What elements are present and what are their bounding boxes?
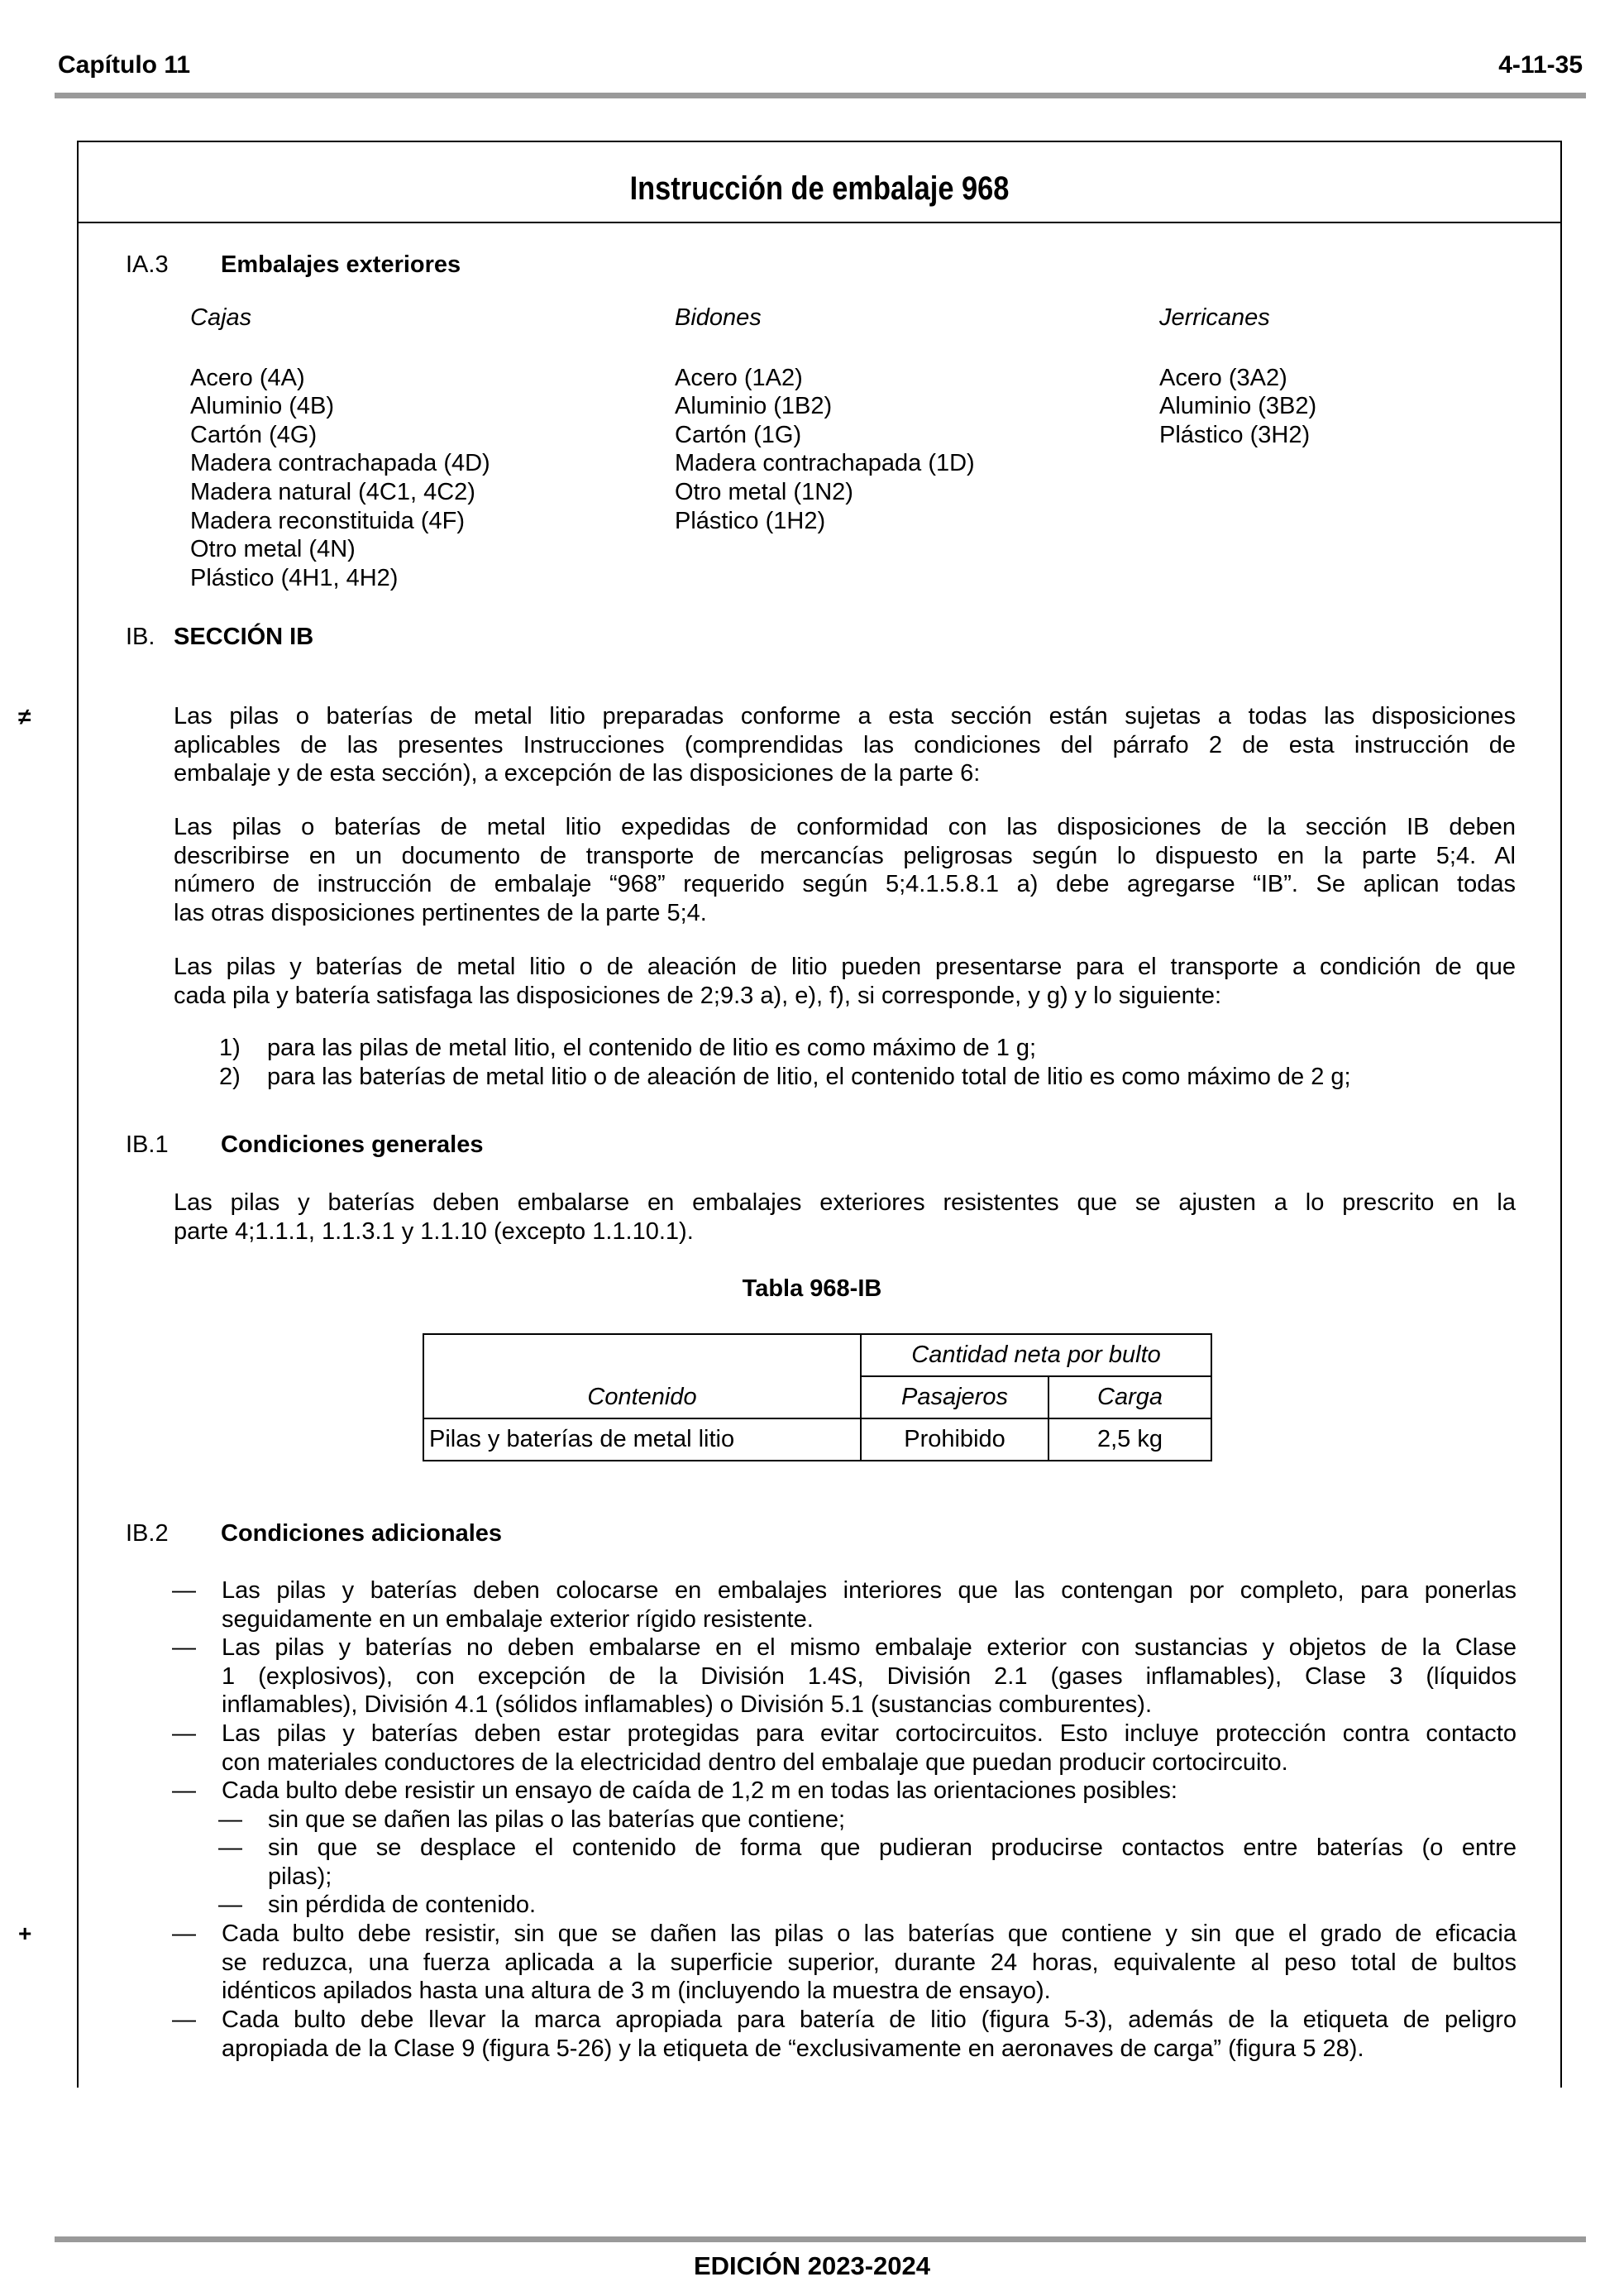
footer-rule	[55, 2236, 1586, 2242]
section-heading-ia3: Embalajes exteriores	[221, 251, 461, 278]
list-item: Aluminio (1B2)	[675, 393, 833, 420]
paragraph-ib-2: Las pilas o baterías de metal litio expedidas de conformidad con las disposiciones de la sección IB deben describirse en un documento de transporte de mercancías peligrosas según lo dispuesto en la parte 5;4. Al número de instrucción de embalaje “968” requerido según 5;4.1.5.8.1 a) debe agregarse “IB”. Se aplican todas las otras disposiciones pertinentes de la parte 5;4.	[174, 814, 1516, 926]
bullet-item: — Las pilas y baterías deben estar protegidas para evitar cortocircuitos. Esto incluye protección contra contacto con materiales conductores de la electricidad dentro del embalaje que puedan producir cortocircuito.	[172, 1720, 1517, 1776]
section-number-ia3: IA.3	[126, 251, 169, 278]
quantity-table	[423, 1333, 1212, 1461]
sub-bullet-item: — sin pérdida de contenido.	[218, 1892, 537, 1918]
list-item: Otro metal (1N2)	[675, 478, 853, 505]
box-title: Instrucción de embalaje 968	[629, 170, 1010, 207]
list-item: Madera natural (4C1, 4C2)	[190, 478, 475, 505]
list-item: Plástico (4H1, 4H2)	[190, 564, 399, 591]
list-item: Acero (1A2)	[675, 364, 803, 391]
table-caption: Tabla 968-IB	[742, 1275, 882, 1302]
numbered-list	[219, 1034, 1351, 1091]
list-item: Acero (3A2)	[1159, 364, 1287, 391]
chapter-label: Capítulo 11	[58, 51, 191, 79]
bullet-item: — Las pilas y baterías no deben embalarse en el mismo embalaje exterior con sustancias y objetos de la Clase 1 (explosivos), con excepción de la División 1.4S, División 2.1 (gases inflamables), Clase 3 (líquidos inflamables), División 4.1 (sólidos inflamables) o División 5.1 (sustancias comburentes).	[172, 1634, 1517, 1719]
page-reference: 4-11-35	[1498, 51, 1583, 79]
bullet-item: — Las pilas y baterías deben colocarse en embalajes interiores que las contengan por completo, para ponerlas seguidamente en un embalaje exterior rígido resistente.	[172, 1577, 1517, 1633]
table-cell: 2,5 kg	[1048, 1418, 1211, 1461]
list-item: Plástico (1H2)	[675, 507, 826, 534]
packaging-column-cajas	[190, 304, 490, 592]
table-group-header: Cantidad neta por bulto	[861, 1334, 1211, 1376]
list-item: Cartón (4G)	[190, 421, 318, 448]
sub-bullet-item: — sin que se dañen las pilas o las baterías que contiene;	[218, 1806, 846, 1833]
bullet-item: — Cada bulto debe resistir, sin que se dañen las pilas o las baterías que contiene y sin que el grado de eficacia se reduzca, una fuerza aplicada a la superficie superior, durante 24 horas, equivalente al peso total de bultos idénticos apilados hasta una altura de 3 m (incluyendo la muestra de ensayo).	[172, 1921, 1517, 2005]
list-item: 2) para las baterías de metal litio o de aleación de litio, el contenido total de litio es como máximo de 2 g;	[219, 1063, 1351, 1090]
list-item: Madera contrachapada (4D)	[190, 450, 490, 477]
list-item: Otro metal (4N)	[190, 536, 356, 563]
column-heading: Jerricanes	[1159, 304, 1270, 331]
table-header-pasajeros: Pasajeros	[861, 1376, 1048, 1418]
table-header-carga: Carga	[1048, 1376, 1211, 1418]
section-number-ib: IB.	[126, 624, 155, 650]
list-item: Madera reconstituida (4F)	[190, 507, 466, 534]
section-number-ib1: IB.1	[126, 1131, 169, 1158]
bullet-item: — Cada bulto debe llevar la marca apropiada para batería de litio (figura 5-3), además de la etiqueta de peligro apropiada de la Clase 9 (figura 5-26) y la etiqueta de “exclusivamente en aeronaves de carga” (figura 5 28).	[172, 2007, 1517, 2062]
section-heading-ib: SECCIÓN IB	[174, 624, 314, 650]
box-title-bar	[77, 141, 1562, 223]
packaging-column-jerricanes	[1159, 304, 1316, 449]
sub-bullet-item: — sin que se desplace el contenido de forma que pudieran producirse contactos entre baterías (o entre pilas);	[218, 1834, 1517, 1890]
change-mark-plus: +	[18, 1921, 32, 1946]
list-item: Aluminio (3B2)	[1159, 393, 1317, 420]
paragraph-ib-1: Las pilas o baterías de metal litio preparadas conforme a esta sección están sujetas a todas las disposiciones aplicables de las presentes Instrucciones (comprendidas las condiciones del párrafo 2 de esta instrucción de embalaje y de esta sección), a excepción de las disposiciones de la parte 6:	[174, 703, 1516, 787]
list-item: Acero (4A)	[190, 364, 305, 391]
column-heading: Cajas	[190, 304, 252, 331]
bullet-item: — Cada bulto debe resistir un ensayo de caída de 1,2 m en todas las orientaciones posibles:	[172, 1777, 1177, 1804]
section-heading-ib1: Condiciones generales	[221, 1131, 484, 1158]
paragraph-ib1: Las pilas y baterías deben embalarse en embalajes exteriores resistentes que se ajusten a lo prescrito en la parte 4;1.1.1, 1.1.3.1 y 1.1.10 (excepto 1.1.10.1).	[174, 1189, 1516, 1245]
section-number-ib2: IB.2	[126, 1520, 169, 1547]
header-rule	[55, 93, 1586, 98]
table-cell: Pilas y baterías de metal litio	[423, 1418, 861, 1461]
paragraph-ib-3: Las pilas y baterías de metal litio o de aleación de litio pueden presentarse para el transporte a condición de que cada pila y batería satisfaga las disposiciones de 2;9.3 a), e), f), si corresponde, y g) y lo siguiente:	[174, 954, 1516, 1009]
list-item: 1) para las pilas de metal litio, el contenido de litio es como máximo de 1 g;	[219, 1035, 1037, 1061]
list-item: Madera contrachapada (1D)	[675, 450, 975, 477]
list-item: Plástico (3H2)	[1159, 421, 1311, 448]
table-cell: Prohibido	[861, 1418, 1048, 1461]
change-mark-not-equal: ≠	[18, 704, 31, 729]
section-heading-ib2: Condiciones adicionales	[221, 1520, 503, 1547]
table-empty-cell	[423, 1334, 861, 1376]
list-item: Aluminio (4B)	[190, 393, 335, 420]
column-heading: Bidones	[675, 304, 762, 331]
list-item: Cartón (1G)	[675, 421, 802, 448]
table-header-contenido: Contenido	[423, 1376, 861, 1418]
packaging-column-bidones	[675, 304, 975, 535]
table-row	[423, 1418, 1211, 1461]
edition-footer: EDICIÓN 2023-2024	[693, 2251, 931, 2280]
